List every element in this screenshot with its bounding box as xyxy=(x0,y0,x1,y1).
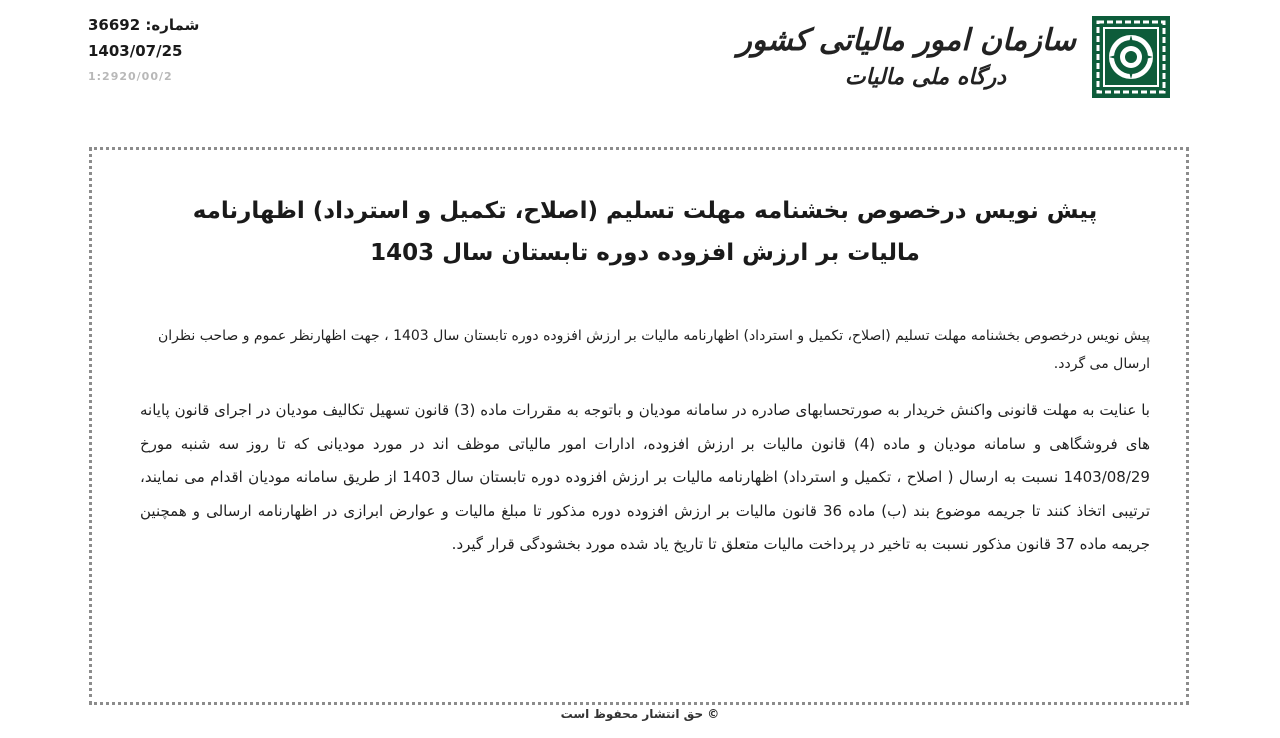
tax-organization-seal-icon xyxy=(1090,14,1172,100)
letter-date: 1403/07/25 xyxy=(88,42,183,60)
document-title: پیش نویس درخصوص بخشنامه مهلت تسلیم (اصلاح، تکمیل و استرداد) اظهارنامه مالیات بر ارزش افزوده دوره تابستان سال 1403 xyxy=(192,198,1098,266)
document-content xyxy=(140,190,1150,562)
organization-name: سازمان امور مالیاتی کشور xyxy=(737,22,1076,58)
portal-name: درگاه ملی مالیات xyxy=(844,64,1006,91)
organization-name-block xyxy=(737,22,1076,91)
letter-faded-line: 1:2920/00/2 xyxy=(88,70,173,83)
organization-logo xyxy=(737,14,1172,100)
document-intro: پیش نویس درخصوص بخشنامه مهلت تسلیم (اصلاح، تکمیل و استرداد) اظهارنامه مالیات بر ارزش افزوده دوره تابستان سال 1403 ، جهت اظهارنظر عموم و صاحب نظران ارسال می گردد. xyxy=(157,328,1150,372)
document-body: با عنایت به مهلت قانونی واکنش خریدار به صورتحسابهای صادره در سامانه مودیان و باتوجه به مقررات ماده (3) قانون تسهیل تکالیف مودیان در اجرای قانون پایانه های فروشگاهی و سامانه مودیان و ماده (4) قانون مالیات بر ارزش افزوده، ادارات امور مالیاتی موظف اند در مورد مودیانی که تا روز سه شنبه مورخ 1403/08/29 نسبت به ارسال ( اصلاح ، تکمیل و استرداد) اظهارنامه مالیات بر ارزش افزوده دوره تابستان سال 1403 از طریق سامانه مودیان اقدام می نمایند، ترتیبی اتخاذ کنند تا جریمه موضوع بند (ب) ماده 36 قانون مالیات بر ارزش افزوده دوره مذکور تا مبلغ مالیات و عوارض ابرازی در اظهارنامه ارسالی و همچنین جریمه ماده 37 قانون مذکور نسبت به تاخیر در پرداخت مالیات متعلق تا تاریخ یاد شده مورد بخشودگی قرار گیرد. xyxy=(140,401,1150,553)
copyright-notice: © حق انتشار محفوظ است xyxy=(560,707,720,721)
letter-number xyxy=(88,12,228,38)
letter-number-value: 36692 xyxy=(88,16,141,34)
document-meta xyxy=(88,12,228,90)
letter-number-label: شماره: xyxy=(145,16,200,34)
